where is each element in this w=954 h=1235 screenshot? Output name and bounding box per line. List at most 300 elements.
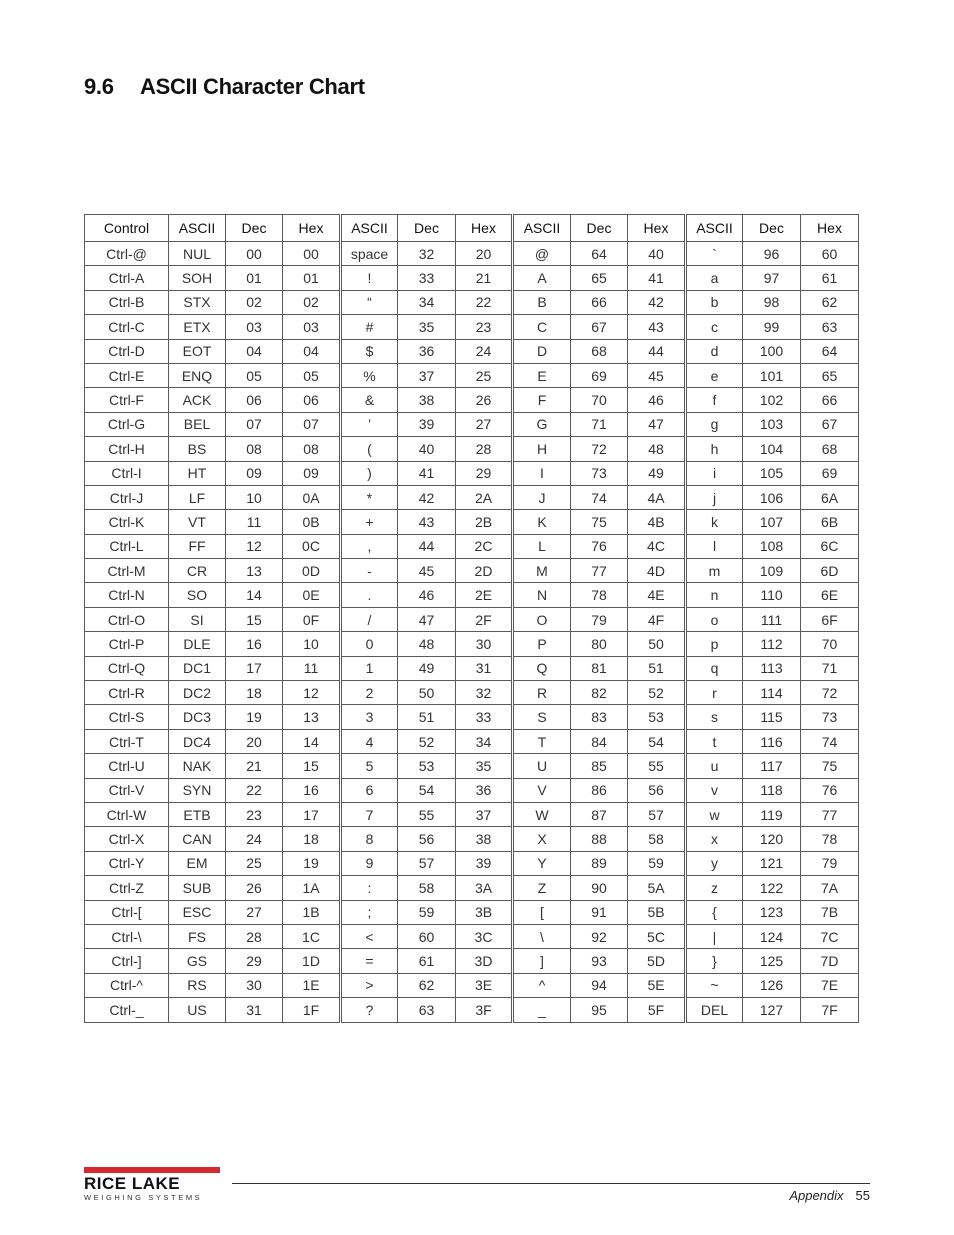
cell-dec: 100 (743, 339, 801, 363)
table-row (85, 778, 859, 802)
cell-hex: 45 (628, 363, 686, 387)
cell-hex: 19 (283, 851, 341, 875)
table-body (85, 242, 859, 1023)
cell-ascii: ( (341, 437, 398, 461)
table-row (85, 900, 859, 924)
table-row (85, 510, 859, 534)
cell-control: Ctrl-O (85, 607, 169, 631)
cell-ascii: ETB (169, 802, 226, 826)
cell-ascii: DC1 (169, 656, 226, 680)
cell-hex: 53 (628, 705, 686, 729)
cell-hex: 0E (283, 583, 341, 607)
cell-hex: 7A (801, 876, 859, 900)
cell-ascii: P (513, 632, 571, 656)
cell-ascii: p (686, 632, 743, 656)
cell-ascii: S (513, 705, 571, 729)
cell-ascii: ENQ (169, 363, 226, 387)
header-ascii: ASCII (686, 215, 743, 242)
cell-ascii: 2 (341, 681, 398, 705)
cell-hex: 0C (283, 534, 341, 558)
cell-dec: 33 (398, 266, 456, 290)
cell-hex: 1B (283, 900, 341, 924)
cell-ascii: DEL (686, 998, 743, 1022)
cell-hex: 25 (456, 363, 513, 387)
cell-ascii: ; (341, 900, 398, 924)
cell-dec: 62 (398, 973, 456, 997)
cell-dec: 107 (743, 510, 801, 534)
cell-dec: 82 (571, 681, 628, 705)
cell-ascii: U (513, 754, 571, 778)
cell-dec: 11 (226, 510, 283, 534)
cell-ascii: C (513, 315, 571, 339)
cell-hex: 24 (456, 339, 513, 363)
cell-hex: 3D (456, 949, 513, 973)
cell-control: Ctrl-C (85, 315, 169, 339)
cell-hex: 2D (456, 559, 513, 583)
cell-hex: 72 (801, 681, 859, 705)
cell-hex: 70 (801, 632, 859, 656)
cell-control: Ctrl-_ (85, 998, 169, 1022)
cell-dec: 72 (571, 437, 628, 461)
cell-ascii: n (686, 583, 743, 607)
cell-control: Ctrl-G (85, 412, 169, 436)
cell-ascii: % (341, 363, 398, 387)
cell-ascii: W (513, 802, 571, 826)
cell-hex: 4C (628, 534, 686, 558)
table-row (85, 559, 859, 583)
cell-hex: 36 (456, 778, 513, 802)
cell-hex: 3F (456, 998, 513, 1022)
cell-ascii: VT (169, 510, 226, 534)
cell-control: Ctrl-Q (85, 656, 169, 680)
cell-dec: 112 (743, 632, 801, 656)
cell-control: Ctrl-L (85, 534, 169, 558)
cell-dec: 81 (571, 656, 628, 680)
cell-ascii: K (513, 510, 571, 534)
cell-ascii: ) (341, 461, 398, 485)
cell-dec: 15 (226, 607, 283, 631)
cell-hex: 63 (801, 315, 859, 339)
header-ascii: ASCII (513, 215, 571, 242)
cell-dec: 92 (571, 924, 628, 948)
cell-dec: 59 (398, 900, 456, 924)
logo-brand: RICE LAKE (84, 1174, 181, 1193)
cell-ascii: L (513, 534, 571, 558)
cell-dec: 25 (226, 851, 283, 875)
cell-dec: 44 (398, 534, 456, 558)
cell-ascii: J (513, 485, 571, 509)
cell-dec: 115 (743, 705, 801, 729)
cell-dec: 85 (571, 754, 628, 778)
cell-dec: 30 (226, 973, 283, 997)
cell-dec: 121 (743, 851, 801, 875)
cell-hex: 76 (801, 778, 859, 802)
cell-ascii: a (686, 266, 743, 290)
cell-hex: 69 (801, 461, 859, 485)
cell-hex: 16 (283, 778, 341, 802)
cell-hex: 03 (283, 315, 341, 339)
cell-dec: 71 (571, 412, 628, 436)
cell-hex: 2A (456, 485, 513, 509)
cell-dec: 22 (226, 778, 283, 802)
cell-dec: 114 (743, 681, 801, 705)
cell-hex: 1A (283, 876, 341, 900)
cell-hex: 02 (283, 290, 341, 314)
cell-ascii: SUB (169, 876, 226, 900)
cell-dec: 122 (743, 876, 801, 900)
cell-hex: 7E (801, 973, 859, 997)
cell-hex: 62 (801, 290, 859, 314)
cell-hex: 65 (801, 363, 859, 387)
cell-ascii: w (686, 802, 743, 826)
cell-hex: 38 (456, 827, 513, 851)
table-row (85, 754, 859, 778)
cell-dec: 26 (226, 876, 283, 900)
cell-ascii: DC4 (169, 729, 226, 753)
cell-dec: 96 (743, 242, 801, 266)
cell-ascii: < (341, 924, 398, 948)
cell-ascii: u (686, 754, 743, 778)
cell-ascii: * (341, 485, 398, 509)
cell-hex: 77 (801, 802, 859, 826)
cell-hex: 58 (628, 827, 686, 851)
cell-hex: 13 (283, 705, 341, 729)
cell-dec: 13 (226, 559, 283, 583)
cell-control: Ctrl-S (85, 705, 169, 729)
cell-hex: 7B (801, 900, 859, 924)
cell-control: Ctrl-N (85, 583, 169, 607)
cell-dec: 123 (743, 900, 801, 924)
cell-ascii: NAK (169, 754, 226, 778)
cell-hex: 4E (628, 583, 686, 607)
cell-dec: 75 (571, 510, 628, 534)
cell-ascii: I (513, 461, 571, 485)
cell-ascii: LF (169, 485, 226, 509)
cell-dec: 94 (571, 973, 628, 997)
cell-dec: 10 (226, 485, 283, 509)
cell-hex: 2C (456, 534, 513, 558)
table-row (85, 827, 859, 851)
cell-hex: 06 (283, 388, 341, 412)
cell-ascii: NUL (169, 242, 226, 266)
cell-dec: 67 (571, 315, 628, 339)
cell-hex: 46 (628, 388, 686, 412)
cell-ascii: i (686, 461, 743, 485)
cell-ascii: FS (169, 924, 226, 948)
cell-dec: 18 (226, 681, 283, 705)
cell-dec: 78 (571, 583, 628, 607)
cell-ascii: ’ (341, 412, 398, 436)
table-row (85, 802, 859, 826)
table-row (85, 851, 859, 875)
cell-ascii: b (686, 290, 743, 314)
cell-ascii: V (513, 778, 571, 802)
footer-rule (232, 1183, 870, 1184)
cell-hex: 71 (801, 656, 859, 680)
cell-dec: 116 (743, 729, 801, 753)
cell-ascii: h (686, 437, 743, 461)
cell-dec: 08 (226, 437, 283, 461)
cell-control: Ctrl-R (85, 681, 169, 705)
cell-ascii: o (686, 607, 743, 631)
cell-ascii: O (513, 607, 571, 631)
cell-dec: 91 (571, 900, 628, 924)
cell-hex: 7F (801, 998, 859, 1022)
cell-hex: 2F (456, 607, 513, 631)
cell-ascii: “ (341, 290, 398, 314)
cell-dec: 79 (571, 607, 628, 631)
cell-ascii: STX (169, 290, 226, 314)
cell-ascii: $ (341, 339, 398, 363)
cell-hex: 67 (801, 412, 859, 436)
header-row (85, 215, 859, 242)
cell-dec: 31 (226, 998, 283, 1022)
cell-ascii: M (513, 559, 571, 583)
cell-hex: 51 (628, 656, 686, 680)
cell-ascii: m (686, 559, 743, 583)
cell-hex: 21 (456, 266, 513, 290)
cell-dec: 66 (571, 290, 628, 314)
cell-ascii: ESC (169, 900, 226, 924)
cell-hex: 5E (628, 973, 686, 997)
cell-hex: 05 (283, 363, 341, 387)
cell-ascii: 7 (341, 802, 398, 826)
table-row (85, 485, 859, 509)
cell-ascii: CR (169, 559, 226, 583)
cell-dec: 118 (743, 778, 801, 802)
cell-ascii: EOT (169, 339, 226, 363)
cell-ascii: FF (169, 534, 226, 558)
cell-dec: 47 (398, 607, 456, 631)
cell-dec: 108 (743, 534, 801, 558)
cell-ascii: q (686, 656, 743, 680)
cell-hex: 1E (283, 973, 341, 997)
cell-dec: 28 (226, 924, 283, 948)
cell-control: Ctrl-W (85, 802, 169, 826)
cell-hex: 40 (628, 242, 686, 266)
table-row (85, 607, 859, 631)
cell-ascii: ^ (513, 973, 571, 997)
cell-hex: 04 (283, 339, 341, 363)
table-row (85, 242, 859, 266)
cell-dec: 109 (743, 559, 801, 583)
section-heading (84, 74, 365, 100)
cell-ascii: A (513, 266, 571, 290)
cell-dec: 51 (398, 705, 456, 729)
cell-dec: 56 (398, 827, 456, 851)
cell-dec: 46 (398, 583, 456, 607)
cell-dec: 61 (398, 949, 456, 973)
cell-ascii: j (686, 485, 743, 509)
cell-hex: 54 (628, 729, 686, 753)
cell-hex: 33 (456, 705, 513, 729)
header-hex: Hex (628, 215, 686, 242)
cell-dec: 76 (571, 534, 628, 558)
table-row (85, 705, 859, 729)
cell-ascii: t (686, 729, 743, 753)
cell-hex: 48 (628, 437, 686, 461)
cell-hex: 18 (283, 827, 341, 851)
cell-ascii: RS (169, 973, 226, 997)
cell-dec: 03 (226, 315, 283, 339)
cell-hex: 5A (628, 876, 686, 900)
cell-hex: 09 (283, 461, 341, 485)
cell-dec: 117 (743, 754, 801, 778)
cell-ascii: { (686, 900, 743, 924)
cell-control: Ctrl-H (85, 437, 169, 461)
cell-dec: 00 (226, 242, 283, 266)
cell-hex: 6A (801, 485, 859, 509)
cell-hex: 0D (283, 559, 341, 583)
cell-dec: 43 (398, 510, 456, 534)
cell-hex: 08 (283, 437, 341, 461)
cell-hex: 4D (628, 559, 686, 583)
cell-dec: 02 (226, 290, 283, 314)
cell-ascii: e (686, 363, 743, 387)
cell-hex: 0A (283, 485, 341, 509)
cell-control: Ctrl-B (85, 290, 169, 314)
cell-ascii: EM (169, 851, 226, 875)
cell-hex: 6E (801, 583, 859, 607)
cell-hex: 60 (801, 242, 859, 266)
header-hex: Hex (801, 215, 859, 242)
header-control: Control (85, 215, 169, 242)
rice-lake-logo (84, 1167, 224, 1207)
cell-hex: 61 (801, 266, 859, 290)
cell-ascii: # (341, 315, 398, 339)
cell-dec: 49 (398, 656, 456, 680)
cell-ascii: : (341, 876, 398, 900)
cell-dec: 111 (743, 607, 801, 631)
cell-hex: 75 (801, 754, 859, 778)
header-hex: Hex (456, 215, 513, 242)
cell-ascii: v (686, 778, 743, 802)
cell-hex: 23 (456, 315, 513, 339)
cell-hex: 78 (801, 827, 859, 851)
cell-hex: 17 (283, 802, 341, 826)
cell-ascii: ~ (686, 973, 743, 997)
cell-ascii: ` (686, 242, 743, 266)
cell-ascii: 4 (341, 729, 398, 753)
cell-control: Ctrl-I (85, 461, 169, 485)
cell-hex: 3B (456, 900, 513, 924)
table-row (85, 998, 859, 1022)
cell-hex: 2E (456, 583, 513, 607)
cell-ascii: s (686, 705, 743, 729)
cell-control: Ctrl-] (85, 949, 169, 973)
cell-ascii: 0 (341, 632, 398, 656)
table-row (85, 534, 859, 558)
cell-hex: 10 (283, 632, 341, 656)
cell-control: Ctrl-Y (85, 851, 169, 875)
table-row (85, 290, 859, 314)
cell-ascii: SO (169, 583, 226, 607)
cell-ascii: X (513, 827, 571, 851)
cell-ascii: ? (341, 998, 398, 1022)
cell-dec: 42 (398, 485, 456, 509)
cell-hex: 43 (628, 315, 686, 339)
cell-ascii: Q (513, 656, 571, 680)
cell-hex: 3A (456, 876, 513, 900)
table-row (85, 949, 859, 973)
cell-ascii: x (686, 827, 743, 851)
cell-hex: 22 (456, 290, 513, 314)
cell-dec: 125 (743, 949, 801, 973)
cell-ascii: , (341, 534, 398, 558)
cell-ascii: R (513, 681, 571, 705)
cell-ascii: f (686, 388, 743, 412)
cell-ascii: + (341, 510, 398, 534)
cell-hex: 42 (628, 290, 686, 314)
cell-dec: 63 (398, 998, 456, 1022)
cell-ascii: E (513, 363, 571, 387)
cell-ascii: z (686, 876, 743, 900)
cell-dec: 126 (743, 973, 801, 997)
cell-dec: 124 (743, 924, 801, 948)
footer-section: Appendix (789, 1188, 844, 1203)
cell-ascii: > (341, 973, 398, 997)
cell-ascii: H (513, 437, 571, 461)
table-row (85, 388, 859, 412)
cell-dec: 17 (226, 656, 283, 680)
cell-dec: 37 (398, 363, 456, 387)
cell-hex: 66 (801, 388, 859, 412)
cell-ascii: Z (513, 876, 571, 900)
cell-dec: 05 (226, 363, 283, 387)
cell-control: Ctrl-^ (85, 973, 169, 997)
cell-ascii: T (513, 729, 571, 753)
cell-dec: 86 (571, 778, 628, 802)
cell-dec: 110 (743, 583, 801, 607)
cell-dec: 39 (398, 412, 456, 436)
cell-dec: 83 (571, 705, 628, 729)
cell-ascii: DC3 (169, 705, 226, 729)
cell-hex: 39 (456, 851, 513, 875)
cell-hex: 27 (456, 412, 513, 436)
cell-ascii: d (686, 339, 743, 363)
cell-ascii: D (513, 339, 571, 363)
cell-dec: 41 (398, 461, 456, 485)
cell-ascii: l (686, 534, 743, 558)
cell-hex: 64 (801, 339, 859, 363)
cell-dec: 32 (398, 242, 456, 266)
cell-dec: 87 (571, 802, 628, 826)
cell-hex: 73 (801, 705, 859, 729)
cell-dec: 16 (226, 632, 283, 656)
table-row (85, 315, 859, 339)
cell-dec: 35 (398, 315, 456, 339)
cell-dec: 34 (398, 290, 456, 314)
cell-dec: 104 (743, 437, 801, 461)
page-footer (789, 1188, 870, 1203)
cell-dec: 04 (226, 339, 283, 363)
cell-dec: 60 (398, 924, 456, 948)
cell-dec: 65 (571, 266, 628, 290)
cell-hex: 3C (456, 924, 513, 948)
cell-ascii: ETX (169, 315, 226, 339)
cell-hex: 5C (628, 924, 686, 948)
cell-ascii: = (341, 949, 398, 973)
cell-hex: 1D (283, 949, 341, 973)
cell-dec: 23 (226, 802, 283, 826)
cell-hex: 12 (283, 681, 341, 705)
cell-ascii: US (169, 998, 226, 1022)
cell-control: Ctrl-P (85, 632, 169, 656)
cell-ascii: @ (513, 242, 571, 266)
cell-hex: 79 (801, 851, 859, 875)
header-ascii: ASCII (341, 215, 398, 242)
cell-dec: 07 (226, 412, 283, 436)
